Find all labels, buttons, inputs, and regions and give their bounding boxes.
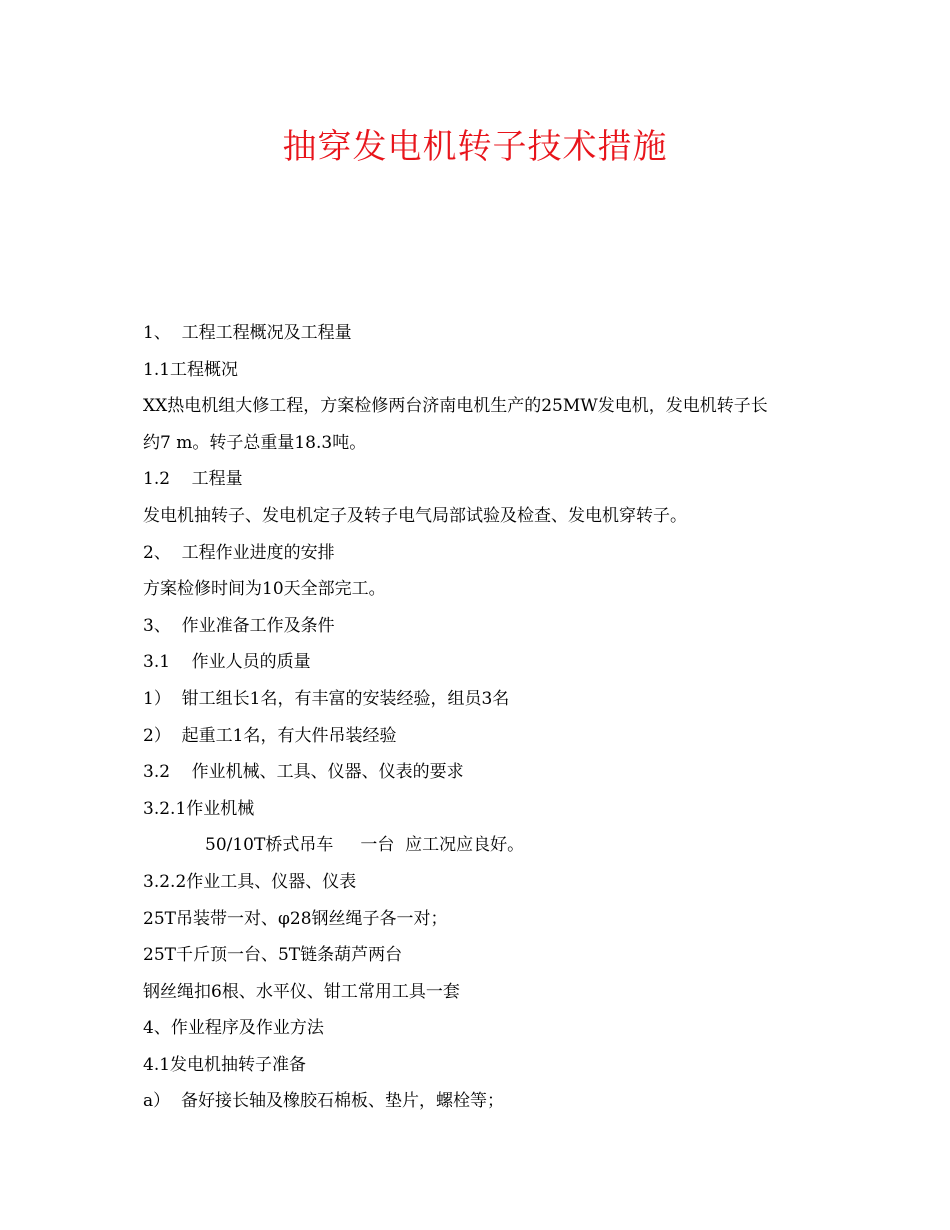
paragraph-line: 25T千斤顶一台、5T链条葫芦两台: [143, 945, 403, 966]
subsection-heading-3-2-1: 3.2.1作业机械: [143, 798, 255, 819]
subsection-heading-1-2: 1.2 工程量: [143, 469, 243, 490]
subsection-heading-3-2-2: 3.2.2作业工具、仪器、仪表: [143, 871, 357, 892]
paragraph-line: 钢丝绳扣6根、水平仪、钳工常用工具一套: [143, 981, 460, 1002]
paragraph-line: 发电机抽转子、发电机定子及转子电气局部试验及检查、发电机穿转子。: [143, 505, 687, 526]
paragraph-line: 方案检修时间为10天全部完工。: [143, 579, 386, 600]
section-heading-1: 1、 工程工程概况及工程量: [143, 323, 352, 343]
paragraph-line: 25T吊装带一对、φ28钢丝绳子各一对；: [143, 908, 448, 929]
paragraph-line: 约7 m。转子总重量18.3吨。: [143, 432, 367, 453]
paragraph-line: 50/10T桥式吊车 一台 应工况应良好。: [205, 835, 525, 856]
paragraph-line: XX热电机组大修工程，方案检修两台济南电机生产的25MW发电机，发电机转子长: [143, 396, 768, 417]
document-body: [143, 315, 843, 1120]
list-item: 2） 起重工1名，有大件吊装经验: [143, 725, 397, 746]
subsection-heading-4-1: 4.1发电机抽转子准备: [143, 1054, 307, 1075]
document-title: 抽穿发电机转子技术措施: [282, 127, 668, 167]
list-item: 1） 钳工组长1名，有丰富的安装经验，组员3名: [143, 688, 510, 709]
subsection-heading-3-2: 3.2 作业机械、工具、仪器、仪表的要求: [143, 762, 464, 783]
list-item: a） 备好接长轴及橡胶石棉板、垫片，螺栓等；: [143, 1091, 504, 1112]
section-heading-2: 2、 工程作业进度的安排: [143, 542, 335, 563]
section-heading-3: 3、 作业准备工作及条件: [143, 615, 335, 636]
subsection-heading-3-1: 3.1 作业人员的质量: [143, 652, 311, 673]
subsection-heading-1-1: 1.1工程概况: [143, 359, 239, 380]
section-heading-4: 4、作业程序及作业方法: [143, 1018, 324, 1039]
